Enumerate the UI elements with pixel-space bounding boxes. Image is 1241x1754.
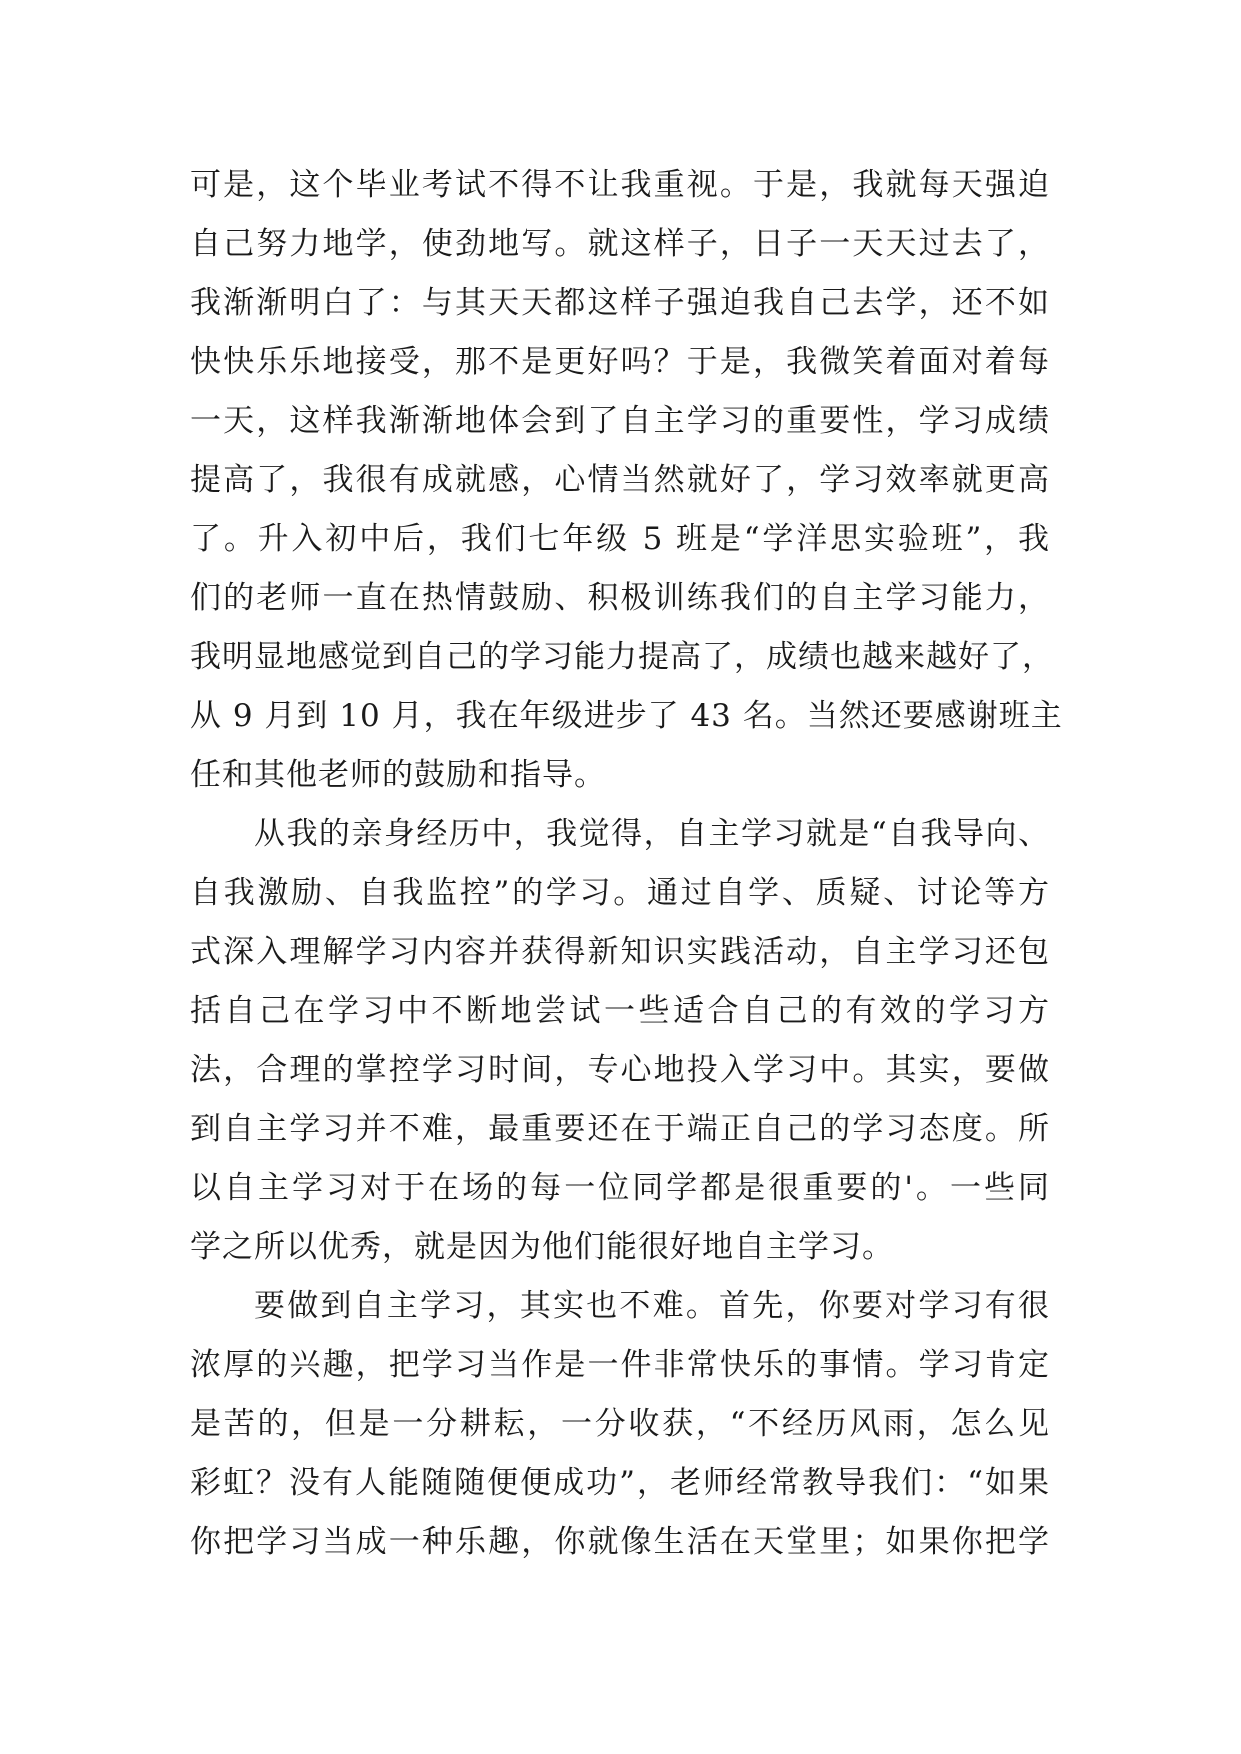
text-line: 快快乐乐地接受，那不是更好吗？于是，我微笑着面对着每 — [190, 344, 1050, 380]
text-line: 是苦的，但是一分耕耘，一分收获，“不经历风雨，怎么见 — [190, 1406, 1050, 1442]
text-line: 们的老师一直在热情鼓励、积极训练我们的自主学习能力， — [190, 580, 1050, 616]
text-line: 到自主学习并不难，最重要还在于端正自己的学习态度。所 — [190, 1111, 1050, 1147]
text-line: 我渐渐明白了：与其天天都这样子强迫我自己去学，还不如 — [190, 285, 1050, 321]
text-line: 要做到自主学习，其实也不难。首先，你要对学习有很 — [254, 1288, 1050, 1324]
text-line: 提高了，我很有成就感，心情当然就好了，学习效率就更高 — [190, 462, 1050, 498]
text-line: 我明显地感觉到自己的学习能力提高了，成绩也越来越好了， — [190, 639, 1054, 675]
text-line: 彩虹？没有人能随随便便成功”，老师经常教导我们：“如果 — [190, 1465, 1050, 1501]
text-line: 学之所以优秀，就是因为他们能很好地自主学习。 — [190, 1229, 894, 1265]
text-line: 可是，这个毕业考试不得不让我重视。于是，我就每天强迫 — [190, 167, 1050, 203]
text-line: 了。升入初中后，我们七年级 5 班是“学洋思实验班”，我 — [190, 521, 1050, 557]
text-line: 任和其他老师的鼓励和指导。 — [190, 757, 606, 793]
text-line: 以自主学习对于在场的每一位同学都是很重要的'。一些同 — [190, 1170, 1050, 1206]
text-line: 从我的亲身经历中，我觉得，自主学习就是“自我导向、 — [254, 816, 1050, 852]
text-line: 法，合理的掌控学习时间，专心地投入学习中。其实，要做 — [190, 1052, 1050, 1088]
text-line: 你把学习当成一种乐趣，你就像生活在天堂里；如果你把学 — [190, 1524, 1050, 1560]
text-line: 自我激励、自我监控”的学习。通过自学、质疑、讨论等方 — [190, 875, 1050, 911]
text-line: 括自己在学习中不断地尝试一些适合自己的有效的学习方 — [190, 993, 1050, 1029]
text-line: 一天，这样我渐渐地体会到了自主学习的重要性，学习成绩 — [190, 403, 1050, 439]
text-line: 式深入理解学习内容并获得新知识实践活动，自主学习还包 — [190, 934, 1050, 970]
text-line: 从 9 月到 10 月，我在年级进步了 43 名。当然还要感谢班主 — [190, 698, 1063, 734]
text-line: 自己努力地学，使劲地写。就这样子，日子一天天过去了， — [190, 226, 1050, 262]
text-line: 浓厚的兴趣，把学习当作是一件非常快乐的事情。学习肯定 — [190, 1347, 1050, 1383]
